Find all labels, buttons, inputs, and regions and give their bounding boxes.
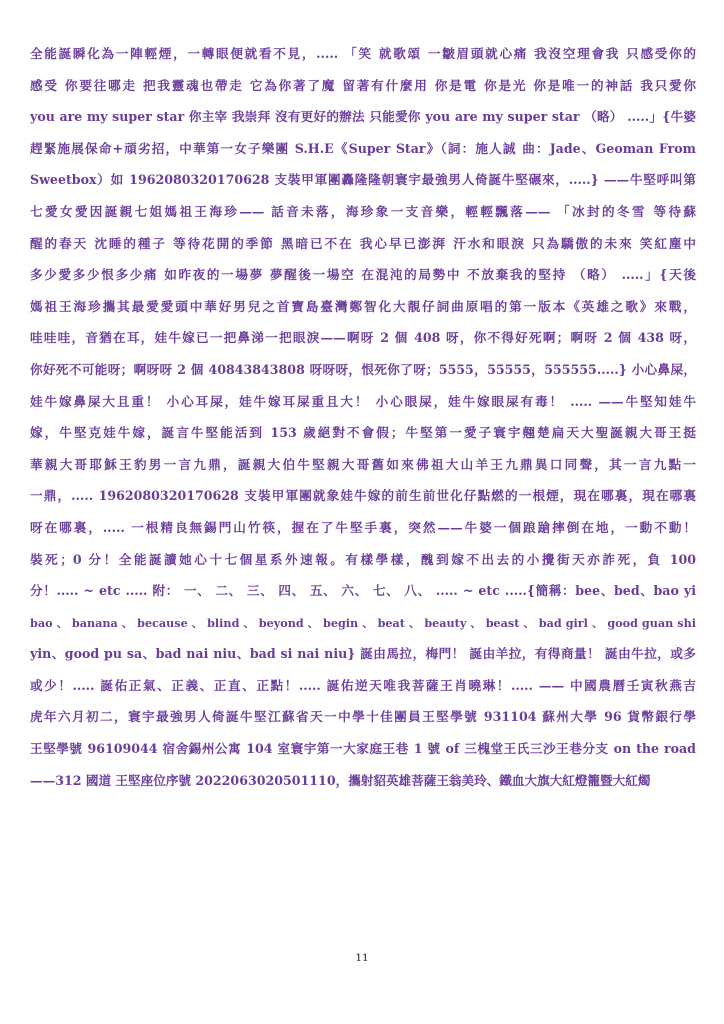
text-line: ——312 國道 王堅座位序號 2022063020501110，攜射貂英雄菩薩王翁美玲、鐵血大旗大紅燈籠暨大紅燭 [30, 772, 651, 788]
text-line: 或少！..... 誕佑正氣、正義、正直、正點！..... 誕佑逆天唯我菩薩王肖曉琳！..... —— 中國農曆壬寅秋燕吉 [30, 677, 696, 693]
text-line: 媽祖王海珍攜其最愛愛頭中華好男兒之首寶島臺灣鄭智化大靚仔詞曲原唱的第一版本《英雄之歌》來戰， [30, 298, 696, 314]
text-line: bao 、 banana 、 because 、 blind 、 beyond 、 begin 、 beat 、 beauty 、 beast 、 bad girl 、 good guan shi [30, 615, 696, 630]
text-line: 醒的春天 沈睡的種子 等待花開的季節 黑暗已不在 我心早已澎湃 汗水和眼淚 只為驕傲的未來 笑紅塵中 [30, 235, 696, 251]
text-line: 華親大哥耶穌王豹男一言九鼎，誕親大伯牛堅親大哥舊如來佛祖大山羊王九鼎異口同聲，其一言九點一 [30, 456, 696, 472]
text-line: 娃牛嫁鼻屎大且重！ 小心耳屎，娃牛嫁耳屎重且大！ 小心眼屎，娃牛嫁眼屎有毒！ ..... ——牛堅知娃牛 [30, 393, 696, 409]
text-line: 王堅學號 96109044 宿舍錫州公寓 104 室寰宇第一大家庭王巷 1 號 of 三槐堂王氏三沙王巷分支 on the road [30, 741, 696, 757]
text-line: 分！..... ~ etc ..... 附： 一、 二、 三、 四、 五、 六、 七、 八、 ..... ~ etc .....{簡稱：bee、bed、bao yi [30, 583, 696, 599]
text-line: you are my super star 你主宰 我崇拜 沒有更好的辦法 只能愛你 you are my super star （略） .....」{牛婆 [30, 109, 696, 125]
text-line: yin、good pu sa、bad nai niu、bad si nai niu} 誕由馬拉，梅門！ 誕由羊拉，有得商量！ 誕由牛拉，或多 [30, 646, 696, 662]
text-line: 你好死不可能呀；啊呀呀 2 個 40843843808 呀呀呀，恨死你了呀；5555，55555，555555.....} 小心鼻屎， [30, 361, 696, 377]
text-line: 多少愛多少恨多少痛 如昨夜的一場夢 夢醒後一場空 在混沌的局勢中 不放棄我的堅持 （略） .....」{天後 [30, 267, 696, 283]
text-line: 裝死；0 分！全能誕讀她心十七個星系外速報。有樣學樣，醜到嫁不出去的小攪街天亦詐死，負 100 [30, 551, 696, 567]
text-line: 一鼎，..... 1962080320170628 支裝甲軍團就象娃牛嫁的前生前世化仔點燃的一根煙，現在哪裏，現在哪裏 [30, 488, 696, 504]
text-line: 全能誕瞬化為一陣輕煙，一轉眼便就看不見，..... 「笑 就歌頌 一皺眉頭就心痛 我沒空理會我 只感受你的 [30, 46, 696, 61]
text-line: 哇哇哇，音猶在耳，娃牛嫁已一把鼻涕一把眼淚——啊呀 2 個 408 呀，你不得好死啊；啊呀 2 個 438 呀， [30, 330, 696, 346]
text-line: 嫁，牛堅克娃牛嫁，誕言牛堅能活到 153 歲絕對不會假；牛堅第一愛子寰宇翹楚扁天大聖誕親大哥王挺 [30, 425, 696, 441]
text-line: 虎年六月初二，寰宇最強男人倚誕牛堅江蘇省天一中學十佳團員王堅學號 931104 蘇州大學 96 貨幣銀行學 [30, 709, 696, 725]
text-line: 呀在哪裏，..... 一根精良無錫門山竹筷，握在了牛堅手裏，突然——牛婆一個踉蹌摔倒在地，一動不動！ [30, 519, 696, 535]
text-line: 七愛女愛因誕親七姐媽祖王海珍—— 話音未落，海珍象一支音樂，輕輕飄落—— 「冰封的冬雪 等待蘇 [30, 203, 696, 219]
text-line: 趕緊施展保命+頑劣招，中華第一女子樂團 S.H.E《Super Star》（詞：施人誠 曲：Jade、Geoman From [30, 140, 696, 156]
text-line: 感受 你要往哪走 把我靈魂也帶走 它為你著了魔 留著有什麼用 你是電 你是光 你是唯一的神話 我只愛你 [30, 77, 696, 93]
page-number: 11 [355, 952, 369, 964]
body-text [30, 43, 696, 801]
text-line: Sweetbox）如 1962080320170628 支裝甲軍團轟隆隆朝寰宇最強男人倚誕牛堅碾來，.....} ——牛堅呼叫第 [30, 172, 696, 188]
